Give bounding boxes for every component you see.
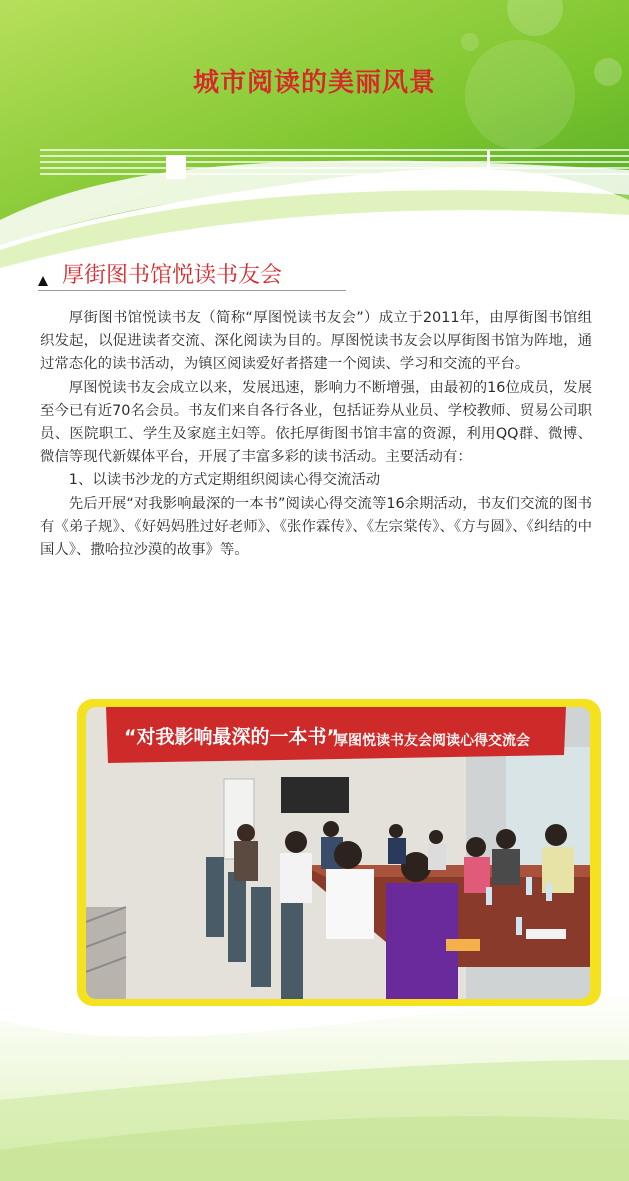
paragraph: 先后开展“对我影响最深的一本书”阅读心得交流等16余期活动，书友们交流的图书有《弟子规》、《好妈妈胜过好老师》、《张作霖传》、《左宗棠传》、《方与圆》、《纠结的中国人》、撒哈拉沙漠的故事》等。 bbox=[40, 495, 592, 559]
event-photo bbox=[86, 707, 590, 999]
banner-text-right: 厚图悦读书友会阅读心得交流会 bbox=[334, 733, 530, 749]
article-body bbox=[40, 307, 592, 562]
photo-frame bbox=[77, 699, 601, 1006]
page-title: 城市阅读的美丽风景 bbox=[192, 68, 436, 98]
triangle-bullet-icon bbox=[38, 276, 48, 286]
paragraph: 厚街图书馆悦读书友（简称“厚图悦读书友会”）成立于2011年，由厚街图书馆组织发起，以促进读者交流、深化阅读为目的。厚图悦读书友会以厚街图书馆为阵地，通过常态化的读书活动，为镇区阅读爱好者搭建一个阅读、学习和交流的平台。 bbox=[40, 310, 592, 373]
paragraph: 厚图悦读书友会成立以来，发展迅速，影响力不断增强，由最初的16位成员，发展至今已有近70名会员。书友们来自各行各业，包括证券从业员、学校教师、贸易公司职员、医院职工、学生及家庭主妇等。依托厚街图书馆丰富的资源，利用QQ群、微博、微信等现代新媒体平台，开展了丰富多彩的读书活动。主要活动有： bbox=[40, 379, 592, 466]
section-heading-text: 厚街图书馆悦读书友会 bbox=[62, 263, 283, 288]
activity-heading: 1、以读书沙龙的方式定期组织阅读心得交流活动 bbox=[68, 472, 381, 489]
banner-text-left: “对我影响最深的一本书” bbox=[124, 726, 339, 748]
section-heading bbox=[38, 258, 346, 291]
